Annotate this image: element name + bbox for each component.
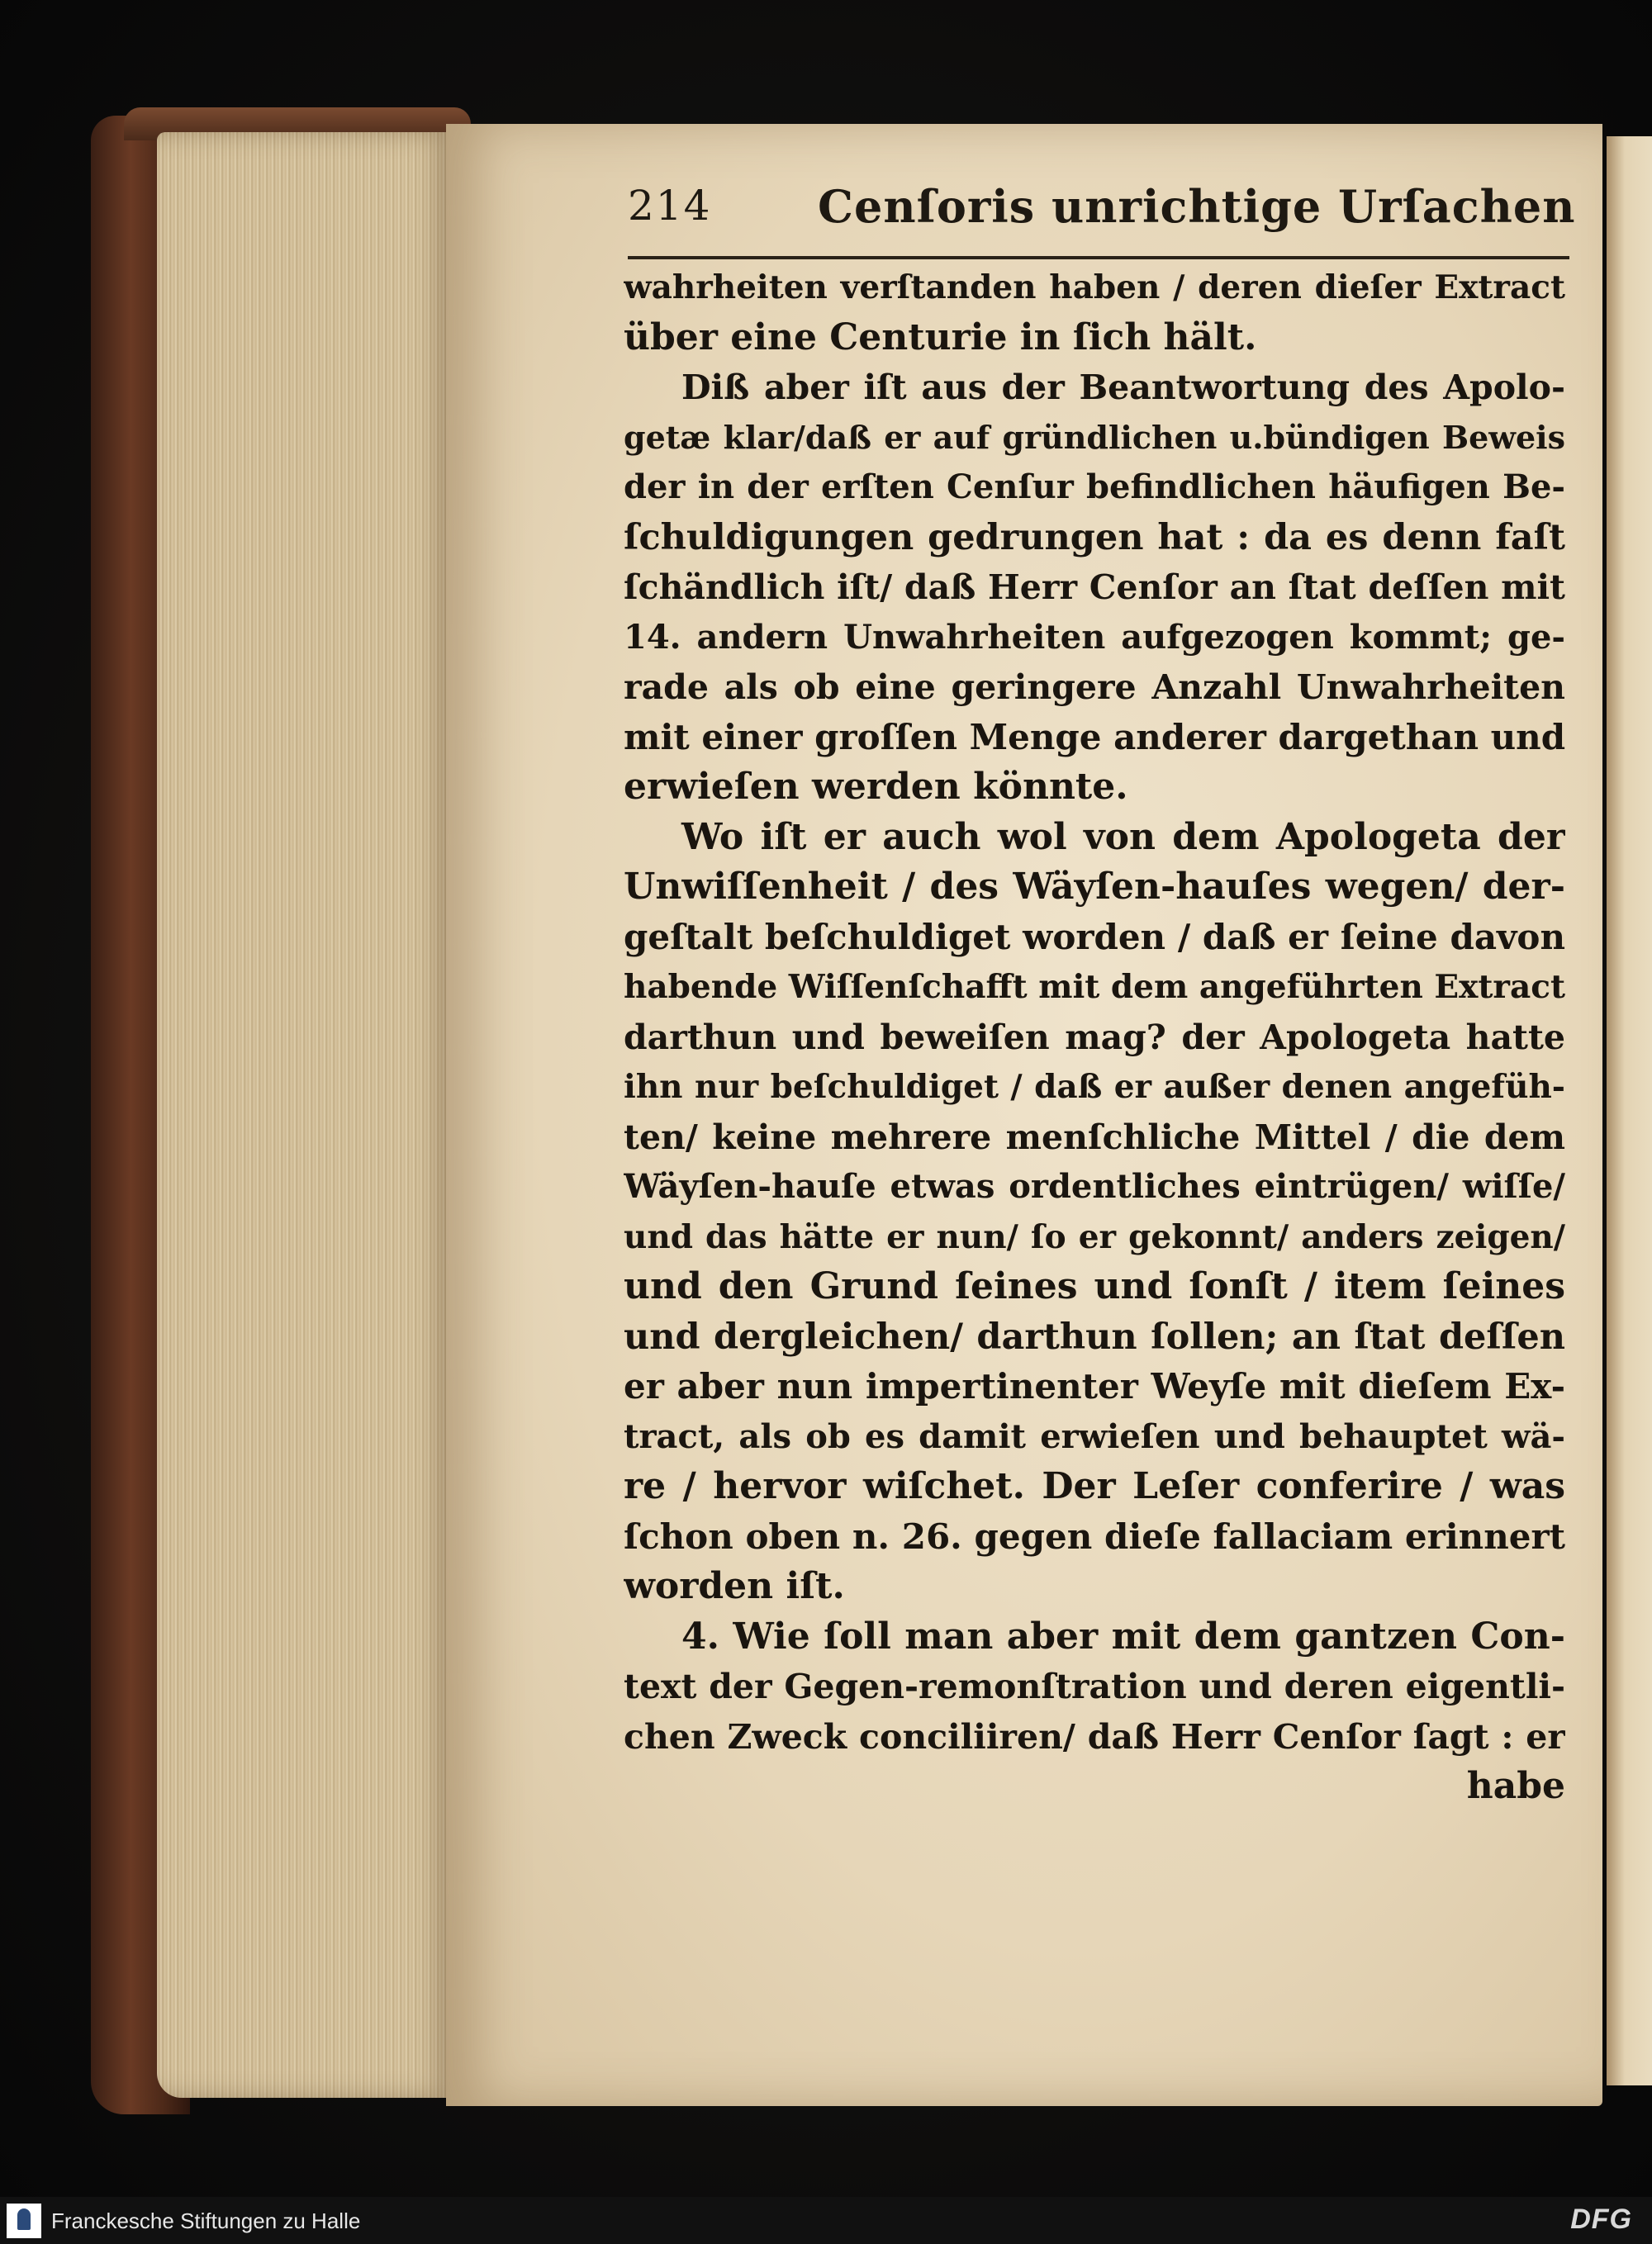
catchword: habe bbox=[1466, 1765, 1565, 1807]
institution-name: Franckesche Stiftungen zu Halle bbox=[51, 2208, 361, 2233]
text-line: ten/ keine mehrere menſchliche Mittel / die dem bbox=[624, 1117, 1565, 1157]
text-line: tract, als ob es damit erwieſen und behauptet wä- bbox=[624, 1416, 1565, 1456]
text-line: mit einer groſſen Menge anderer dargethan und bbox=[624, 716, 1565, 757]
text-line: Diß aber iſt aus der Beantwortung des Apolo- bbox=[681, 368, 1565, 407]
text-line: darthun und beweiſen mag? der Apologeta hatte bbox=[624, 1017, 1565, 1057]
text-line: über eine Centurie in ſich hält. bbox=[624, 315, 1257, 358]
header-rule bbox=[628, 256, 1569, 259]
text-line: der in der erſten Cenſur befindlichen häufigen Be- bbox=[624, 467, 1565, 506]
text-line: Unwiſſenheit / des Wäyſen-hauſes wegen/ der- bbox=[624, 866, 1565, 908]
text-line: ihn nur beſchuldiget / daß er außer denen angefüh- bbox=[624, 1068, 1565, 1106]
text-line: wahrheiten verſtanden haben / deren dieſer Extract bbox=[624, 268, 1565, 306]
text-line: geſtalt beſchuldiget worden / daß er ſeine davon bbox=[624, 916, 1565, 957]
page-header bbox=[628, 182, 1578, 248]
text-line: ſchuldigungen gedrungen hat : da es denn faſt bbox=[624, 516, 1565, 558]
text-line: und das hätte er nun/ ſo er gekonnt/ anders zeigen/ bbox=[624, 1217, 1565, 1256]
next-page-edge bbox=[1607, 136, 1652, 2085]
body-text bbox=[624, 263, 1565, 1812]
text-line: 4. Wie ſoll man aber mit dem gantzen Con- bbox=[681, 1615, 1565, 1658]
text-line: 14. andern Unwahrheiten aufgezogen kommt; ge- bbox=[624, 617, 1565, 657]
text-line: und den Grund ſeines und ſonſt / item ſeines bbox=[624, 1265, 1565, 1307]
text-line: re / hervor wiſchet. Der Leſer conferire / was bbox=[624, 1465, 1565, 1507]
text-line: getæ klar/daß er auf gründlichen u.bündigen Beweis bbox=[624, 418, 1565, 456]
text-line: chen Zweck conciliiren/ daß Herr Cenſor ſagt : er bbox=[624, 1716, 1565, 1757]
text-line: Wo iſt er auch wol von dem Apologeta der bbox=[681, 815, 1565, 858]
text-line: habende Wiſſenſchafft mit dem angeführten Extract bbox=[624, 968, 1565, 1006]
text-line: rade als ob eine geringere Anzahl Unwahrheiten bbox=[624, 667, 1565, 707]
institution-logo-icon bbox=[7, 2204, 41, 2238]
text-line: und dergleichen/ darthun ſollen; an ſtat deſſen bbox=[624, 1316, 1565, 1358]
text-line: ſchon oben n. 26. gegen dieſe fallaciam erinnert bbox=[624, 1516, 1565, 1557]
viewer-footer bbox=[0, 2197, 1652, 2244]
text-line: er aber nun impertinenter Weyſe mit dieſem Ex- bbox=[624, 1366, 1565, 1407]
running-head: Cenſoris unrichtige Urſachen bbox=[818, 180, 1576, 233]
text-line: Wäyſen-hauſe etwas ordentliches eintrügen/ wiſſe/ bbox=[624, 1167, 1565, 1206]
page-number: 214 bbox=[628, 182, 712, 230]
logo-glyph bbox=[17, 2208, 31, 2230]
text-line: erwieſen werden könnte. bbox=[624, 766, 1128, 808]
text-line: ſchändlich iſt/ daß Herr Cenſor an ſtat deſſen mit bbox=[624, 567, 1565, 607]
text-line: worden iſt. bbox=[624, 1565, 845, 1607]
text-line: text der Gegen-remonſtration und deren eigentli- bbox=[624, 1667, 1565, 1706]
dfg-logo: DFG bbox=[1570, 2204, 1632, 2235]
page-edges bbox=[157, 132, 454, 2098]
